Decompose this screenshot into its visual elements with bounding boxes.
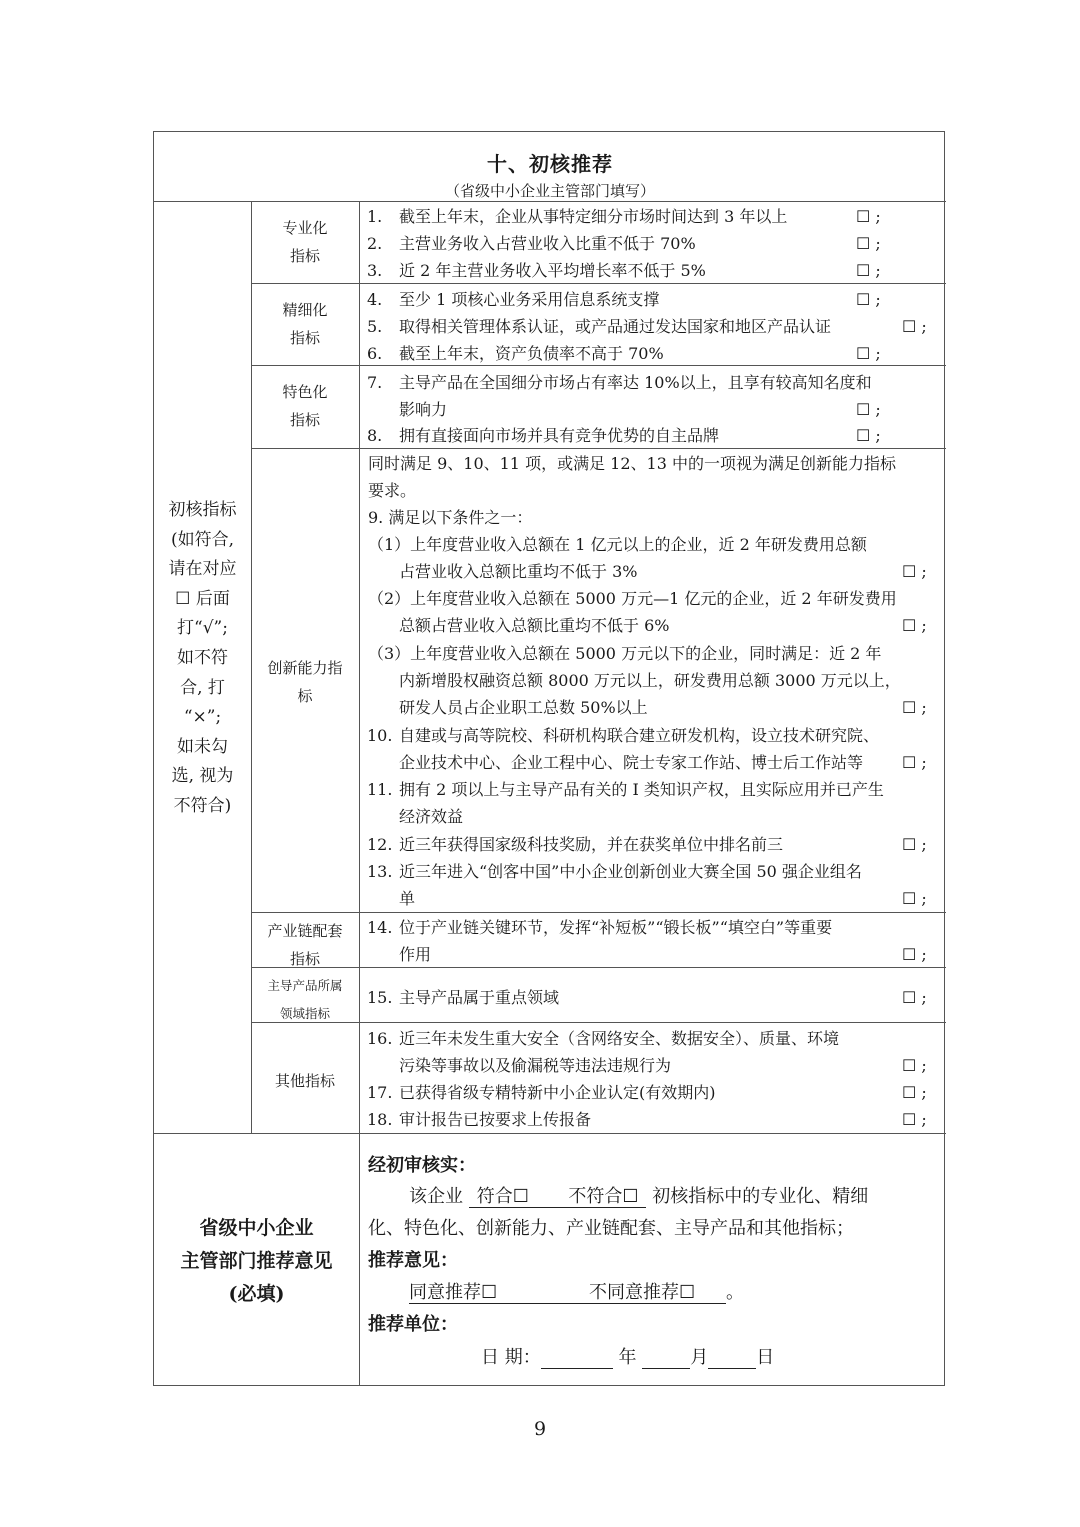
item-number: 10.	[367, 726, 393, 745]
group-label: 产业链配套 指标	[267, 922, 343, 968]
agree-option[interactable]: 同意推荐☐	[409, 1283, 589, 1304]
disagree-option[interactable]: 不同意推荐☐	[589, 1283, 726, 1304]
checkbox[interactable]: ☐ ;	[902, 889, 927, 908]
date-line	[481, 1348, 774, 1369]
divider	[154, 201, 946, 202]
checkbox[interactable]: ☐ ;	[902, 1056, 927, 1075]
checkbox[interactable]: ☐ ;	[856, 426, 881, 445]
date-day-field[interactable]	[708, 1348, 756, 1369]
month-label: 月	[690, 1347, 709, 1368]
divider	[251, 283, 946, 284]
innovation-intro: 要求。	[368, 481, 417, 500]
condition-text: 内新增股权融资总额 8000 万元以上，研发费用总额 3000 万元以上，	[399, 671, 901, 690]
verify-line-2: 化、特色化、创新能力、产业链配套、主导产品和其他指标；	[368, 1218, 854, 1239]
group-label: 主导产品所属 领域指标	[267, 978, 343, 1021]
divider	[251, 365, 946, 366]
item-text: 近三年获得国家级科技奖励，并在获奖单位中排名前三	[399, 835, 784, 854]
checkbox[interactable]: ☐ ;	[856, 261, 881, 280]
item-text: 已获得省级专精特新中小企业认定(有效期内)	[399, 1083, 716, 1102]
checkbox[interactable]: ☐ ;	[902, 698, 927, 717]
condition-text: 总额占营业收入总额比重均不低于 6%	[399, 616, 670, 635]
item-number: 4.	[367, 290, 383, 309]
item-number: 16.	[367, 1029, 393, 1048]
item-text: 拥有 2 项以上与主导产品有关的 I 类知识产权，且实际应用并已产生	[399, 780, 884, 799]
item-text: 9. 满足以下条件之一：	[368, 508, 533, 527]
item-number: 1.	[367, 207, 383, 226]
item-text-continued: 经济效益	[399, 807, 464, 826]
item-number: 14.	[367, 918, 393, 937]
condition-text: 研发人员占企业职工总数 50%以上	[399, 698, 648, 717]
date-year-field[interactable]	[541, 1348, 613, 1369]
item-text-continued: 污染等事故以及偷漏税等违法违规行为	[399, 1056, 672, 1075]
group-label: 精细化 指标	[282, 301, 328, 347]
group-label: 创新能力指 标	[267, 659, 343, 705]
page-number: 9	[533, 1418, 547, 1440]
item-number: 6.	[367, 344, 383, 363]
checkbox[interactable]: ☐ ;	[902, 835, 927, 854]
item-text-continued: 单	[399, 889, 416, 908]
date-label: 日 期：	[481, 1347, 541, 1368]
item-number: 7.	[367, 373, 383, 392]
item-text: 主导产品属于重点领域	[399, 988, 560, 1007]
verify-line	[409, 1187, 868, 1208]
item-number: 8.	[367, 426, 383, 445]
item-number: 15.	[367, 988, 393, 1007]
item-text: 主导产品在全国细分市场占有率达 10%以上，且享有较高知名度和	[399, 373, 872, 392]
checkbox[interactable]: ☐ ;	[856, 344, 881, 363]
divider	[359, 201, 360, 1386]
section-title: 十、初核推荐	[487, 152, 613, 176]
option-conform[interactable]: 符合☐ 不符合☐	[469, 1187, 647, 1208]
item-text: 至少 1 项核心业务采用信息系统支撑	[399, 290, 660, 309]
item-text: 截至上年末，企业从事特定细分市场时间达到 3 年以上	[399, 207, 788, 226]
item-text: 自建或与高等院校、科研机构联合建立研发机构，设立技术研究院、	[399, 726, 880, 745]
item-number: 13.	[367, 862, 393, 881]
item-number: 3.	[367, 261, 383, 280]
checkbox[interactable]: ☐ ;	[902, 753, 927, 772]
checkbox[interactable]: ☐ ;	[856, 290, 881, 309]
indicator-instructions: 初核指标 (如符合, 请在对应 ☐ 后面 打“√”; 如不符 合, 打 “×”; 如未勾 选, 视为 不符合)	[168, 500, 237, 816]
divider	[154, 1133, 946, 1134]
condition-text: （3）上年度营业收入总额在 5000 万元以下的企业，同时满足：近 2 年	[368, 644, 882, 663]
checkbox[interactable]: ☐ ;	[902, 616, 927, 635]
item-number: 5.	[367, 317, 383, 336]
item-text: 近三年未发生重大安全（含网络安全、数据安全）、质量、环境	[399, 1029, 840, 1048]
item-text: 近 2 年主营业务收入平均增长率不低于 5%	[399, 261, 706, 280]
divider	[251, 448, 946, 449]
checkbox[interactable]: ☐ ;	[902, 945, 927, 964]
day-label: 日	[756, 1347, 775, 1368]
item-text: 截至上年末，资产负债率不高于 70%	[399, 344, 664, 363]
item-text-continued: 影响力	[399, 400, 448, 419]
item-text: 拥有直接面向市场并具有竞争优势的自主品牌	[399, 426, 720, 445]
item-text-continued: 企业技术中心、企业工程中心、院士专家工作站、博士后工作站等	[399, 753, 864, 772]
verify-suffix: 初核指标中的专业化、精细	[652, 1186, 869, 1207]
group-label: 专业化 指标	[282, 219, 328, 265]
item-number: 11.	[367, 780, 393, 799]
item-text: 位于产业链关键环节，发挥“补短板”“锻长板”“填空白”等重要	[399, 918, 833, 937]
unit-label: 推荐单位：	[368, 1314, 458, 1335]
item-number: 2.	[367, 234, 383, 253]
item-text: 主营业务收入占营业收入比重不低于 70%	[399, 234, 696, 253]
condition-text: （2）上年度营业收入总额在 5000 万元—1 亿元的企业，近 2 年研发费用	[368, 589, 897, 608]
checkbox[interactable]: ☐ ;	[856, 234, 881, 253]
section-subtitle: （省级中小企业主管部门填写）	[444, 182, 655, 200]
checkbox[interactable]: ☐ ;	[856, 207, 881, 226]
verify-label: 经初审核实：	[368, 1155, 476, 1176]
item-number: 18.	[367, 1110, 393, 1129]
item-text: 近三年进入“创客中国”中小企业创新创业大赛全国 50 强企业组名	[399, 862, 862, 881]
group-label: 特色化 指标	[282, 383, 328, 429]
item-number: 17.	[367, 1083, 393, 1102]
checkbox[interactable]: ☐ ;	[902, 317, 927, 336]
year-label: 年	[618, 1347, 637, 1368]
innovation-intro: 同时满足 9、10、11 项，或满足 12、13 中的一项视为满足创新能力指标	[368, 454, 896, 473]
divider	[251, 912, 946, 913]
group-label: 其他指标	[274, 1072, 335, 1090]
condition-text: 占营业收入总额比重均不低于 3%	[399, 562, 638, 581]
opinion-label: 推荐意见：	[368, 1250, 458, 1271]
item-text: 取得相关管理体系认证，或产品通过发达国家和地区产品认证	[399, 317, 832, 336]
checkbox[interactable]: ☐ ;	[902, 562, 927, 581]
recommend-section-label: 省级中小企业 主管部门推荐意见 (必填)	[180, 1217, 333, 1305]
checkbox[interactable]: ☐ ;	[902, 1083, 927, 1102]
end-mark: 。	[726, 1282, 744, 1303]
item-text-continued: 作用	[399, 945, 432, 964]
checkbox[interactable]: ☐ ;	[856, 400, 881, 419]
opinion-line	[409, 1283, 744, 1304]
recommendation-form	[153, 131, 945, 1386]
checkbox[interactable]: ☐ ;	[902, 1110, 927, 1129]
item-text: 审计报告已按要求上传报备	[399, 1110, 592, 1129]
condition-text: （1）上年度营业收入总额在 1 亿元以上的企业，近 2 年研发费用总额	[368, 535, 867, 554]
date-month-field[interactable]	[642, 1348, 690, 1369]
item-number: 12.	[367, 835, 393, 854]
verify-prefix: 该企业	[409, 1186, 463, 1207]
checkbox[interactable]: ☐ ;	[902, 988, 927, 1007]
